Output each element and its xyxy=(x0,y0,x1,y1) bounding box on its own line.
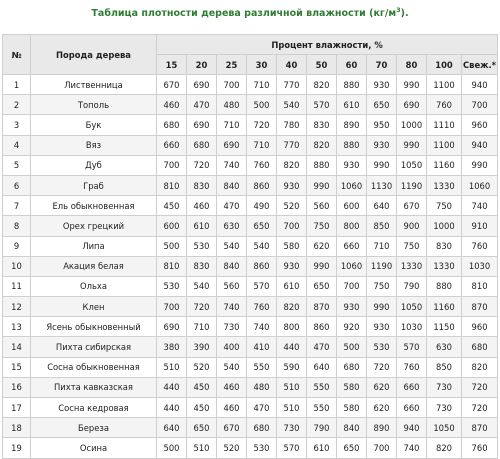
density-cell: 540 xyxy=(187,276,217,296)
density-cell: 610 xyxy=(187,216,217,236)
density-cell: 830 xyxy=(187,175,217,195)
row-number: 9 xyxy=(3,236,31,256)
density-cell: 540 xyxy=(217,236,247,256)
density-cell: 890 xyxy=(367,418,397,438)
table-row xyxy=(3,357,498,377)
density-cell: 610 xyxy=(337,95,367,115)
density-cell: 930 xyxy=(367,75,397,95)
density-cell: 1030 xyxy=(397,317,427,337)
density-cell: 520 xyxy=(217,438,247,458)
density-cell: 790 xyxy=(397,276,427,296)
density-cell: 650 xyxy=(337,438,367,458)
density-cell: 730 xyxy=(427,398,462,418)
density-cell: 750 xyxy=(397,236,427,256)
density-cell: 450 xyxy=(157,196,187,216)
density-cell: 510 xyxy=(277,398,307,418)
density-cell: 460 xyxy=(157,95,187,115)
density-cell: 710 xyxy=(247,135,277,155)
density-cell: 570 xyxy=(247,276,277,296)
table-row xyxy=(3,175,498,195)
density-cell: 690 xyxy=(157,317,187,337)
density-cell: 590 xyxy=(277,357,307,377)
table-row xyxy=(3,216,498,236)
density-cell: 440 xyxy=(277,337,307,357)
density-cell: 610 xyxy=(277,276,307,296)
density-cell: 550 xyxy=(307,377,337,397)
density-cell: 650 xyxy=(307,276,337,296)
density-cell: 710 xyxy=(217,115,247,135)
row-wood-species: Акация белая xyxy=(31,256,157,276)
table-row xyxy=(3,236,498,256)
density-cell: 820 xyxy=(277,155,307,175)
density-cell: 650 xyxy=(247,216,277,236)
header-moisture-1: 20 xyxy=(187,55,217,75)
row-wood-species: Вяз xyxy=(31,135,157,155)
row-wood-species: Липа xyxy=(31,236,157,256)
density-cell: 580 xyxy=(337,398,367,418)
density-cell: 670 xyxy=(157,75,187,95)
density-cell: 700 xyxy=(157,155,187,175)
density-cell: 710 xyxy=(187,317,217,337)
density-cell: 930 xyxy=(277,175,307,195)
density-cell: 780 xyxy=(277,115,307,135)
density-cell: 770 xyxy=(277,135,307,155)
density-cell: 730 xyxy=(427,377,462,397)
density-cell: 500 xyxy=(337,337,367,357)
table-row xyxy=(3,256,498,276)
table-row xyxy=(3,297,498,317)
density-cell: 520 xyxy=(277,196,307,216)
density-cell: 620 xyxy=(307,236,337,256)
row-wood-species: Орех грецкий xyxy=(31,216,157,236)
density-cell: 1050 xyxy=(397,297,427,317)
density-cell: 650 xyxy=(187,418,217,438)
row-number: 14 xyxy=(3,337,31,357)
table-row xyxy=(3,398,498,418)
row-number: 12 xyxy=(3,297,31,317)
density-cell: 500 xyxy=(157,438,187,458)
density-cell: 500 xyxy=(157,236,187,256)
density-cell: 990 xyxy=(397,135,427,155)
row-number: 18 xyxy=(3,418,31,438)
density-cell: 940 xyxy=(462,75,498,95)
row-wood-species: Тополь xyxy=(31,95,157,115)
density-cell: 390 xyxy=(187,337,217,357)
density-cell: 720 xyxy=(187,155,217,175)
density-cell: 990 xyxy=(462,155,498,175)
density-cell: 570 xyxy=(307,95,337,115)
density-cell: 760 xyxy=(247,155,277,175)
density-cell: 1100 xyxy=(427,135,462,155)
row-wood-species: Лиственница xyxy=(31,75,157,95)
density-cell: 690 xyxy=(187,75,217,95)
density-cell: 660 xyxy=(397,377,427,397)
density-cell: 880 xyxy=(427,276,462,296)
density-cell: 1000 xyxy=(397,115,427,135)
header-moisture-10: Свеж.* xyxy=(462,55,498,75)
density-cell: 760 xyxy=(427,95,462,115)
density-cell: 750 xyxy=(307,216,337,236)
density-cell: 990 xyxy=(367,297,397,317)
header-moisture-0: 15 xyxy=(157,55,187,75)
density-cell: 720 xyxy=(367,357,397,377)
table-row xyxy=(3,418,498,438)
header-moisture-2: 25 xyxy=(217,55,247,75)
density-cell: 820 xyxy=(427,438,462,458)
table-row xyxy=(3,377,498,397)
density-cell: 510 xyxy=(157,357,187,377)
density-cell: 700 xyxy=(367,438,397,458)
density-cell: 480 xyxy=(217,95,247,115)
density-cell: 750 xyxy=(367,276,397,296)
density-cell: 1060 xyxy=(337,256,367,276)
density-cell: 740 xyxy=(217,155,247,175)
row-number: 19 xyxy=(3,438,31,458)
density-cell: 630 xyxy=(427,337,462,357)
row-number: 10 xyxy=(3,256,31,276)
density-cell: 680 xyxy=(462,337,498,357)
density-cell: 470 xyxy=(307,337,337,357)
density-cell: 990 xyxy=(307,256,337,276)
density-cell: 1030 xyxy=(462,256,498,276)
table-row xyxy=(3,115,498,135)
row-wood-species: Береза xyxy=(31,418,157,438)
density-cell: 700 xyxy=(337,276,367,296)
table-row xyxy=(3,276,498,296)
row-number: 2 xyxy=(3,95,31,115)
density-cell: 490 xyxy=(247,196,277,216)
density-cell: 910 xyxy=(462,216,498,236)
density-cell: 620 xyxy=(367,377,397,397)
row-wood-species: Граб xyxy=(31,175,157,195)
density-cell: 870 xyxy=(462,297,498,317)
density-cell: 740 xyxy=(462,196,498,216)
row-number: 16 xyxy=(3,377,31,397)
density-cell: 680 xyxy=(247,418,277,438)
density-cell: 940 xyxy=(397,418,427,438)
row-wood-species: Пихта сибирская xyxy=(31,337,157,357)
density-cell: 1190 xyxy=(397,175,427,195)
density-cell: 870 xyxy=(462,418,498,438)
density-cell: 990 xyxy=(307,175,337,195)
density-cell: 450 xyxy=(187,398,217,418)
density-cell: 820 xyxy=(307,75,337,95)
density-cell: 820 xyxy=(307,135,337,155)
density-cell: 470 xyxy=(247,398,277,418)
density-cell: 690 xyxy=(187,115,217,135)
density-cell: 720 xyxy=(187,297,217,317)
density-cell: 1000 xyxy=(427,216,462,236)
density-cell: 840 xyxy=(337,418,367,438)
density-cell: 760 xyxy=(462,438,498,458)
density-cell: 520 xyxy=(187,357,217,377)
density-cell: 730 xyxy=(277,418,307,438)
row-number: 1 xyxy=(3,75,31,95)
density-cell: 720 xyxy=(462,377,498,397)
density-cell: 790 xyxy=(307,418,337,438)
row-wood-species: Клен xyxy=(31,297,157,317)
table-row xyxy=(3,135,498,155)
density-cell: 1330 xyxy=(397,256,427,276)
density-cell: 830 xyxy=(307,115,337,135)
table-row xyxy=(3,155,498,175)
row-number: 13 xyxy=(3,317,31,337)
density-cell: 1130 xyxy=(367,175,397,195)
row-wood-species: Сосна обыкновенная xyxy=(31,357,157,377)
density-cell: 1330 xyxy=(427,175,462,195)
density-cell: 760 xyxy=(397,357,427,377)
density-cell: 380 xyxy=(157,337,187,357)
density-cell: 560 xyxy=(217,276,247,296)
density-cell: 600 xyxy=(337,196,367,216)
density-cell: 640 xyxy=(367,196,397,216)
density-cell: 680 xyxy=(337,357,367,377)
density-cell: 530 xyxy=(247,438,277,458)
density-cell: 930 xyxy=(367,317,397,337)
density-cell: 810 xyxy=(462,276,498,296)
density-cell: 820 xyxy=(462,357,498,377)
density-cell: 960 xyxy=(462,317,498,337)
density-cell: 400 xyxy=(217,337,247,357)
density-cell: 930 xyxy=(277,256,307,276)
density-cell: 990 xyxy=(367,155,397,175)
density-cell: 440 xyxy=(157,398,187,418)
density-cell: 690 xyxy=(397,95,427,115)
density-cell: 850 xyxy=(367,216,397,236)
density-cell: 1110 xyxy=(427,115,462,135)
row-wood-species: Пихта кавказская xyxy=(31,377,157,397)
row-number: 7 xyxy=(3,196,31,216)
density-cell: 870 xyxy=(307,297,337,317)
density-cell: 460 xyxy=(187,196,217,216)
density-cell: 990 xyxy=(397,75,427,95)
density-cell: 800 xyxy=(277,317,307,337)
density-cell: 1050 xyxy=(397,155,427,175)
density-cell: 580 xyxy=(337,377,367,397)
header-moisture-group: Процент влажности, % xyxy=(157,35,498,55)
density-cell: 740 xyxy=(247,317,277,337)
density-cell: 880 xyxy=(337,75,367,95)
row-wood-species: Бук xyxy=(31,115,157,135)
density-cell: 720 xyxy=(247,115,277,135)
density-cell: 930 xyxy=(367,135,397,155)
table-row xyxy=(3,196,498,216)
density-cell: 860 xyxy=(307,317,337,337)
density-cell: 710 xyxy=(247,75,277,95)
density-cell: 1060 xyxy=(337,175,367,195)
density-cell: 1190 xyxy=(367,256,397,276)
density-cell: 960 xyxy=(462,115,498,135)
density-cell: 660 xyxy=(157,135,187,155)
header-moisture-4: 40 xyxy=(277,55,307,75)
density-cell: 740 xyxy=(397,438,427,458)
density-cell: 550 xyxy=(247,357,277,377)
density-table xyxy=(2,34,498,459)
density-cell: 470 xyxy=(187,95,217,115)
density-cell: 460 xyxy=(217,377,247,397)
row-wood-species: Дуб xyxy=(31,155,157,175)
density-cell: 600 xyxy=(157,216,187,236)
row-number: 15 xyxy=(3,357,31,377)
row-wood-species: Ясень обыкновенный xyxy=(31,317,157,337)
density-cell: 880 xyxy=(337,135,367,155)
density-cell: 690 xyxy=(217,135,247,155)
row-number: 11 xyxy=(3,276,31,296)
density-cell: 560 xyxy=(307,196,337,216)
density-cell: 680 xyxy=(157,115,187,135)
density-cell: 930 xyxy=(337,297,367,317)
density-cell: 660 xyxy=(397,398,427,418)
row-number: 4 xyxy=(3,135,31,155)
density-cell: 880 xyxy=(307,155,337,175)
density-cell: 510 xyxy=(187,438,217,458)
density-cell: 900 xyxy=(397,216,427,236)
density-cell: 450 xyxy=(187,377,217,397)
header-moisture-8: 80 xyxy=(397,55,427,75)
density-cell: 810 xyxy=(157,256,187,276)
density-cell: 820 xyxy=(277,297,307,317)
density-cell: 570 xyxy=(397,337,427,357)
density-cell: 530 xyxy=(367,337,397,357)
density-cell: 550 xyxy=(307,398,337,418)
density-cell: 680 xyxy=(187,135,217,155)
density-cell: 760 xyxy=(247,297,277,317)
density-cell: 540 xyxy=(247,236,277,256)
density-cell: 440 xyxy=(157,377,187,397)
density-cell: 610 xyxy=(307,438,337,458)
row-number: 8 xyxy=(3,216,31,236)
header-moisture-6: 60 xyxy=(337,55,367,75)
table-row xyxy=(3,75,498,95)
density-cell: 800 xyxy=(337,216,367,236)
density-cell: 540 xyxy=(277,95,307,115)
density-cell: 840 xyxy=(217,256,247,276)
header-wood-species: Порода дерева xyxy=(31,35,157,75)
density-cell: 460 xyxy=(217,398,247,418)
density-cell: 850 xyxy=(427,357,462,377)
row-number: 3 xyxy=(3,115,31,135)
density-cell: 700 xyxy=(217,75,247,95)
density-cell: 410 xyxy=(247,337,277,357)
density-cell: 1160 xyxy=(427,297,462,317)
density-cell: 530 xyxy=(187,236,217,256)
density-cell: 720 xyxy=(462,398,498,418)
density-cell: 730 xyxy=(217,317,247,337)
density-cell: 630 xyxy=(217,216,247,236)
density-cell: 1050 xyxy=(427,418,462,438)
density-cell: 580 xyxy=(277,236,307,256)
header-moisture-7: 70 xyxy=(367,55,397,75)
row-wood-species: Сосна кедровая xyxy=(31,398,157,418)
page-title: Таблица плотности дерева различной влажности $(кг/м^3)$. xyxy=(91,6,409,20)
row-wood-species: Ель обыкновенная xyxy=(31,196,157,216)
density-cell: 620 xyxy=(367,398,397,418)
density-cell: 470 xyxy=(217,196,247,216)
row-number: 5 xyxy=(3,155,31,175)
density-cell: 660 xyxy=(337,236,367,256)
header-moisture-9: 100 xyxy=(427,55,462,75)
header-moisture-5: 50 xyxy=(307,55,337,75)
density-cell: 710 xyxy=(367,236,397,256)
density-cell: 1100 xyxy=(427,75,462,95)
density-cell: 890 xyxy=(337,115,367,135)
density-cell: 760 xyxy=(462,236,498,256)
row-number: 6 xyxy=(3,175,31,195)
density-cell: 860 xyxy=(247,175,277,195)
density-cell: 670 xyxy=(397,196,427,216)
density-cell: 950 xyxy=(367,115,397,135)
table-row xyxy=(3,95,498,115)
density-cell: 650 xyxy=(367,95,397,115)
density-cell: 930 xyxy=(337,155,367,175)
header-moisture-3: 30 xyxy=(247,55,277,75)
header-number: № xyxy=(3,35,31,75)
row-number: 17 xyxy=(3,398,31,418)
density-cell: 540 xyxy=(217,357,247,377)
density-cell: 1150 xyxy=(427,317,462,337)
density-cell: 770 xyxy=(277,75,307,95)
row-wood-species: Осина xyxy=(31,438,157,458)
density-cell: 810 xyxy=(157,175,187,195)
density-cell: 500 xyxy=(247,95,277,115)
density-cell: 700 xyxy=(462,95,498,115)
density-cell: 670 xyxy=(217,418,247,438)
density-cell: 640 xyxy=(157,418,187,438)
row-wood-species: Ольха xyxy=(31,276,157,296)
density-cell: 700 xyxy=(157,297,187,317)
density-cell: 510 xyxy=(277,377,307,397)
density-cell: 750 xyxy=(427,196,462,216)
density-cell: 640 xyxy=(307,357,337,377)
density-cell: 860 xyxy=(247,256,277,276)
density-cell: 570 xyxy=(277,438,307,458)
density-cell: 530 xyxy=(157,276,187,296)
density-cell: 700 xyxy=(277,216,307,236)
density-cell: 830 xyxy=(187,256,217,276)
table-row xyxy=(3,438,498,458)
density-cell: 920 xyxy=(337,317,367,337)
density-cell: 940 xyxy=(462,135,498,155)
density-cell: 1060 xyxy=(462,175,498,195)
density-cell: 1330 xyxy=(427,256,462,276)
density-cell: 840 xyxy=(217,175,247,195)
density-cell: 830 xyxy=(427,236,462,256)
density-cell: 740 xyxy=(217,297,247,317)
density-cell: 1160 xyxy=(427,155,462,175)
density-cell: 480 xyxy=(247,377,277,397)
table-row xyxy=(3,337,498,357)
table-row xyxy=(3,317,498,337)
